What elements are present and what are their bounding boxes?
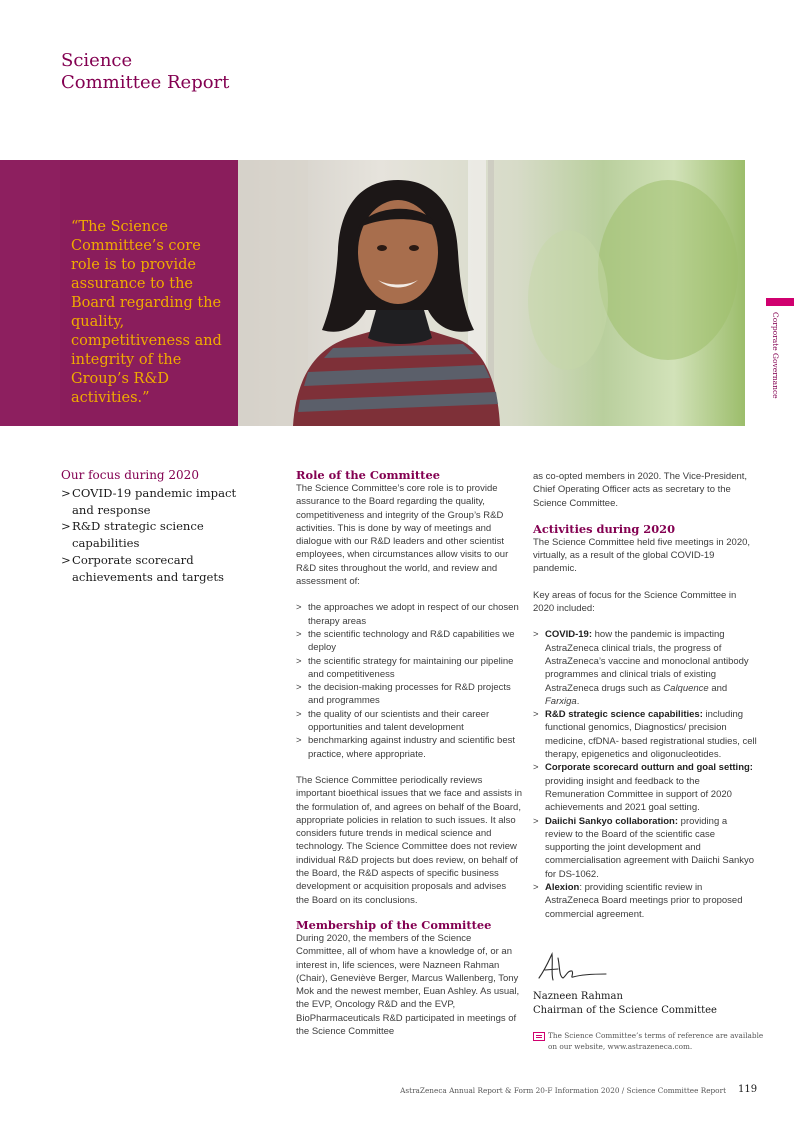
pull-quote: “The Science Committee’s core role is to provide assurance to the Board regarding the quality, competitiveness and integrity of the Group’s R&D activities.” xyxy=(71,219,222,406)
hero-color-strip xyxy=(0,160,60,426)
membership-paragraph: During 2020, the members of the Science Committee, all of whom have a knowledge of, or an interest in, life sciences, were Nazneen Rahman (Chair), Geneviève Berger, Marcus Wallenberg, Tony Mok and the newest member, Euan Ashley. As usual, the EVP, Oncology R&D and the EVP, BioPharmaceuticals R&D participated in meetings of the Science Committee xyxy=(296,932,520,1037)
activity-item-title: Daiichi Sankyo collaboration: xyxy=(545,815,679,827)
activity-item xyxy=(533,881,757,921)
activity-item-text: and xyxy=(708,682,728,694)
column-role-membership xyxy=(296,468,522,1038)
activity-item xyxy=(533,628,757,708)
document-reference-icon xyxy=(533,1032,545,1041)
focus-item: > R&D strategic science capabilities xyxy=(61,518,239,551)
signatory-role: Chairman of the Science Committee xyxy=(533,1005,717,1016)
section-tab-label xyxy=(770,312,780,402)
page-title-line-2: Committee Report xyxy=(61,72,230,93)
activity-item-text: including functional genomics, Diagnostics/ precision medicine, cfDNA- based registrational studies, cell therapy, epigenetics and oligonucleotides. xyxy=(545,709,757,761)
role-bullet: > the decision-making processes for R&D projects and programmes xyxy=(296,681,522,708)
activity-item-title: Alexion xyxy=(545,882,580,894)
activity-item xyxy=(533,761,757,814)
focus-item: > Corporate scorecard achievements and targets xyxy=(61,552,239,585)
activity-item-title: Corporate scorecard outturn and goal setting: xyxy=(545,762,753,774)
activity-item-text: how the pandemic is impacting AstraZeneca clinical trials, the progress of AstraZeneca’s vaccine and monoclonal antibody programmes and clinical trials of existing AstraZeneca drugs such as xyxy=(545,629,749,694)
activity-item-text: . xyxy=(576,695,580,707)
section-tab-marker xyxy=(766,298,794,306)
focus-heading: Our focus during 2020 xyxy=(61,468,199,482)
role-heading: Role of the Committee xyxy=(296,468,440,482)
activity-item-text: providing insight and feedback to the Remuneration Committee in support of 2020 achievements and 2021 goal setting. xyxy=(545,775,732,814)
activity-item-title: COVID-19: xyxy=(545,629,592,641)
portrait-illustration xyxy=(238,160,745,426)
role-bullet: > the scientific technology and R&D capabilities we deploy xyxy=(296,628,522,655)
focus-item: > COVID-19 pandemic impact and response xyxy=(61,485,239,518)
role-intro: The Science Committee’s core role is to provide assurance to the Board regarding the quality, competitiveness and integrity of the Group’s R&D activities. This is done by way of meetings and dialogue with our R&D leaders and other scientist employees, when circumstances allow visits to our R&D sites throughout the world, and review and assessment of: xyxy=(296,483,509,588)
terms-of-reference-note: The Science Committee’s terms of reference are available on our website, www.astrazeneca.com. xyxy=(548,1031,764,1051)
focus-list xyxy=(61,485,239,585)
activity-item-text: providing a review to the Board of the scientific case supporting the joint development and commercialisation agreement with Daiichi Sankyo for DS-1062. xyxy=(545,815,755,880)
role-bullet-list xyxy=(296,601,522,761)
bioethics-paragraph: The Science Committee periodically reviews important bioethical issues that we face and assists in the formulation of, and agrees on behalf of the Board, appropriate policies in relation to such issues. It also considers future trends in medical science and technology. The Science Committee does not review individual R&D projects but does review, on behalf of the Board, the R&D aspects of specific business development or acquisition proposals and advises the Board on its conclusions. xyxy=(296,774,523,906)
hero-banner xyxy=(0,160,745,426)
activity-item xyxy=(533,708,757,761)
drug-name: Calquence xyxy=(663,682,709,694)
footer-text: AstraZeneca Annual Report & Form 20-F Information 2020 / Science Committee Report xyxy=(400,1086,726,1095)
role-bullet: > the quality of our scientists and their career opportunities and talent development xyxy=(296,708,522,735)
role-bullet: > the approaches we adopt in respect of our chosen therapy areas xyxy=(296,601,522,628)
drug-name: Farxiga xyxy=(545,695,577,707)
membership-heading: Membership of the Committee xyxy=(296,917,492,932)
signatory-name: Nazneen Rahman xyxy=(533,991,623,1002)
signature-image xyxy=(536,950,608,984)
activity-item-title: R&D strategic science capabilities: xyxy=(545,709,703,721)
column-activities xyxy=(533,470,757,921)
activity-item-text: : providing scientific review in AstraZeneca Board meetings prior to proposed commercial agreement. xyxy=(545,882,743,920)
page-title xyxy=(61,50,229,94)
activity-item xyxy=(533,815,757,881)
membership-continued: as co-opted members in 2020. The Vice-President, Chief Operating Officer acts as secretary to the Science Committee. xyxy=(533,471,748,509)
chair-portrait-photo xyxy=(238,160,745,426)
section-tab-text: Corporate Governance xyxy=(771,312,780,399)
page-title-line-1: Science xyxy=(61,50,133,71)
role-bullet: > the scientific strategy for maintaining our pipeline and competitiveness xyxy=(296,655,522,682)
activities-heading: Activities during 2020 xyxy=(533,521,676,536)
activities-paragraph-1: The Science Committee held five meetings in 2020, virtually, as a result of the global COVID-19 pandemic. xyxy=(533,536,751,575)
role-bullet: > benchmarking against industry and scientific best practice, where appropriate. xyxy=(296,734,522,761)
activities-list xyxy=(533,628,757,921)
activities-paragraph-2: Key areas of focus for the Science Committee in 2020 included: xyxy=(533,589,737,615)
page-number: 119 xyxy=(738,1084,758,1095)
